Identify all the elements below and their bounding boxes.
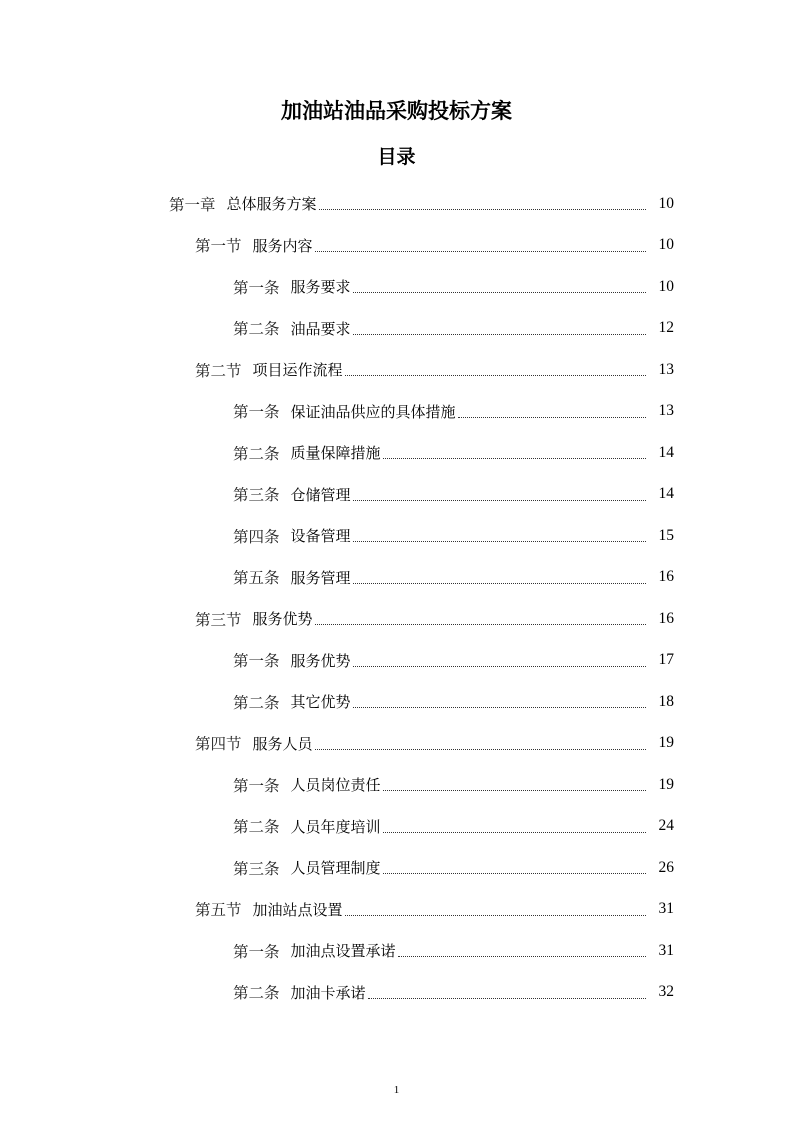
toc-entry-page: 32: [658, 983, 674, 1001]
toc-entry-number: 第二条: [233, 320, 280, 339]
toc-entry-article[interactable]: [0, 930, 793, 972]
toc-entry-number: 第一条: [233, 942, 280, 961]
toc-entry-page: 15: [658, 526, 674, 544]
toc-entry-article[interactable]: [0, 972, 793, 1014]
toc-entry-number: 第二条: [233, 818, 280, 837]
toc-entry-section[interactable]: [0, 598, 793, 640]
toc-entry-number: 第四条: [233, 527, 280, 546]
toc-entry-page: 31: [658, 941, 674, 959]
toc-entry-article[interactable]: [0, 806, 793, 848]
toc-entry-page: 13: [658, 402, 674, 420]
toc-dot-leader: [345, 915, 646, 916]
toc-dot-leader: [315, 624, 646, 625]
toc-entry-page: 26: [658, 858, 674, 876]
toc-entry-article[interactable]: [0, 308, 793, 350]
toc-entry-title: 保证油品供应的具体措施: [290, 402, 456, 421]
page-number: 1: [393, 1084, 400, 1096]
toc-entry-page: 18: [658, 692, 674, 710]
toc-heading: 目录: [377, 146, 416, 168]
toc-entry-title: 加油卡承诺: [290, 983, 366, 1002]
toc-entry-number: 第三条: [233, 486, 280, 505]
toc-entry-title: 加油点设置承诺: [290, 942, 396, 961]
toc-entry-page: 14: [658, 485, 674, 503]
toc-entry-page: 17: [658, 651, 674, 669]
toc-dot-leader: [345, 375, 646, 376]
toc-entry-title: 其它优势: [290, 693, 351, 712]
toc-entry-article[interactable]: [0, 266, 793, 308]
toc-entry-article[interactable]: [0, 847, 793, 889]
toc-entry-title: 人员年度培训: [290, 817, 381, 836]
toc-entry-number: 第一条: [233, 652, 280, 671]
toc-entry-page: 13: [658, 360, 674, 378]
toc-entry-title: 项目运作流程: [252, 361, 343, 380]
toc-entry-number: 第五节: [195, 901, 242, 920]
toc-dot-leader: [353, 500, 646, 501]
toc-entry-section[interactable]: [0, 225, 793, 267]
toc-entry-article[interactable]: [0, 432, 793, 474]
toc-entry-title: 人员管理制度: [290, 859, 381, 878]
toc-entry-number: 第四节: [195, 735, 242, 754]
table-of-contents: [0, 183, 793, 1013]
toc-entry-number: 第一章: [169, 195, 216, 214]
toc-entry-title: 仓储管理: [290, 485, 351, 504]
toc-entry-article[interactable]: [0, 640, 793, 682]
toc-entry-article[interactable]: [0, 391, 793, 433]
toc-entry-page: 12: [658, 319, 674, 337]
toc-dot-leader: [383, 458, 646, 459]
toc-entry-number: 第一条: [233, 776, 280, 795]
toc-entry-page: 24: [658, 817, 674, 835]
toc-entry-number: 第一条: [233, 278, 280, 297]
toc-entry-page: 16: [658, 568, 674, 586]
toc-entry-title: 人员岗位责任: [290, 776, 381, 795]
toc-entry-page: 31: [658, 900, 674, 918]
toc-entry-section[interactable]: [0, 349, 793, 391]
toc-entry-title: 总体服务方案: [226, 195, 317, 214]
toc-entry-title: 服务人员: [252, 734, 313, 753]
toc-entry-number: 第二节: [195, 361, 242, 380]
toc-entry-number: 第二条: [233, 693, 280, 712]
toc-entry-title: 加油站点设置: [252, 900, 343, 919]
toc-entry-number: 第一条: [233, 403, 280, 422]
toc-entry-section[interactable]: [0, 723, 793, 765]
toc-entry-page: 19: [658, 775, 674, 793]
toc-dot-leader: [368, 998, 646, 999]
toc-entry-page: 10: [658, 277, 674, 295]
toc-entry-number: 第五条: [233, 569, 280, 588]
toc-dot-leader: [383, 873, 646, 874]
toc-entry-page: 14: [658, 443, 674, 461]
toc-dot-leader: [353, 292, 646, 293]
toc-dot-leader: [315, 251, 646, 252]
toc-entry-title: 油品要求: [290, 319, 351, 338]
toc-dot-leader: [353, 666, 646, 667]
toc-entry-number: 第三节: [195, 610, 242, 629]
toc-dot-leader: [398, 956, 646, 957]
toc-entry-title: 设备管理: [290, 527, 351, 546]
toc-entry-number: 第二条: [233, 444, 280, 463]
toc-entry-chapter[interactable]: [0, 183, 793, 225]
toc-dot-leader: [353, 583, 646, 584]
toc-dot-leader: [315, 749, 646, 750]
toc-dot-leader: [353, 707, 646, 708]
toc-entry-page: 10: [658, 236, 674, 254]
toc-entry-article[interactable]: [0, 557, 793, 599]
toc-entry-page: 19: [658, 734, 674, 752]
toc-dot-leader: [458, 417, 646, 418]
toc-entry-title: 服务管理: [290, 568, 351, 587]
toc-entry-number: 第三条: [233, 859, 280, 878]
document-title: 加油站油品采购投标方案: [281, 99, 512, 123]
toc-entry-page: 10: [658, 194, 674, 212]
toc-entry-article[interactable]: [0, 474, 793, 516]
toc-dot-leader: [319, 209, 646, 210]
toc-entry-article[interactable]: [0, 681, 793, 723]
toc-entry-title: 服务要求: [290, 278, 351, 297]
toc-entry-article[interactable]: [0, 515, 793, 557]
toc-entry-number: 第二条: [233, 984, 280, 1003]
toc-entry-title: 服务优势: [290, 651, 351, 670]
toc-entry-number: 第一节: [195, 237, 242, 256]
toc-entry-title: 服务优势: [252, 610, 313, 629]
toc-entry-section[interactable]: [0, 889, 793, 931]
toc-dot-leader: [383, 832, 646, 833]
toc-entry-title: 服务内容: [252, 236, 313, 255]
toc-entry-page: 16: [658, 609, 674, 627]
toc-dot-leader: [353, 541, 646, 542]
toc-dot-leader: [353, 334, 646, 335]
toc-dot-leader: [383, 790, 646, 791]
toc-entry-title: 质量保障措施: [290, 444, 381, 463]
toc-entry-article[interactable]: [0, 764, 793, 806]
